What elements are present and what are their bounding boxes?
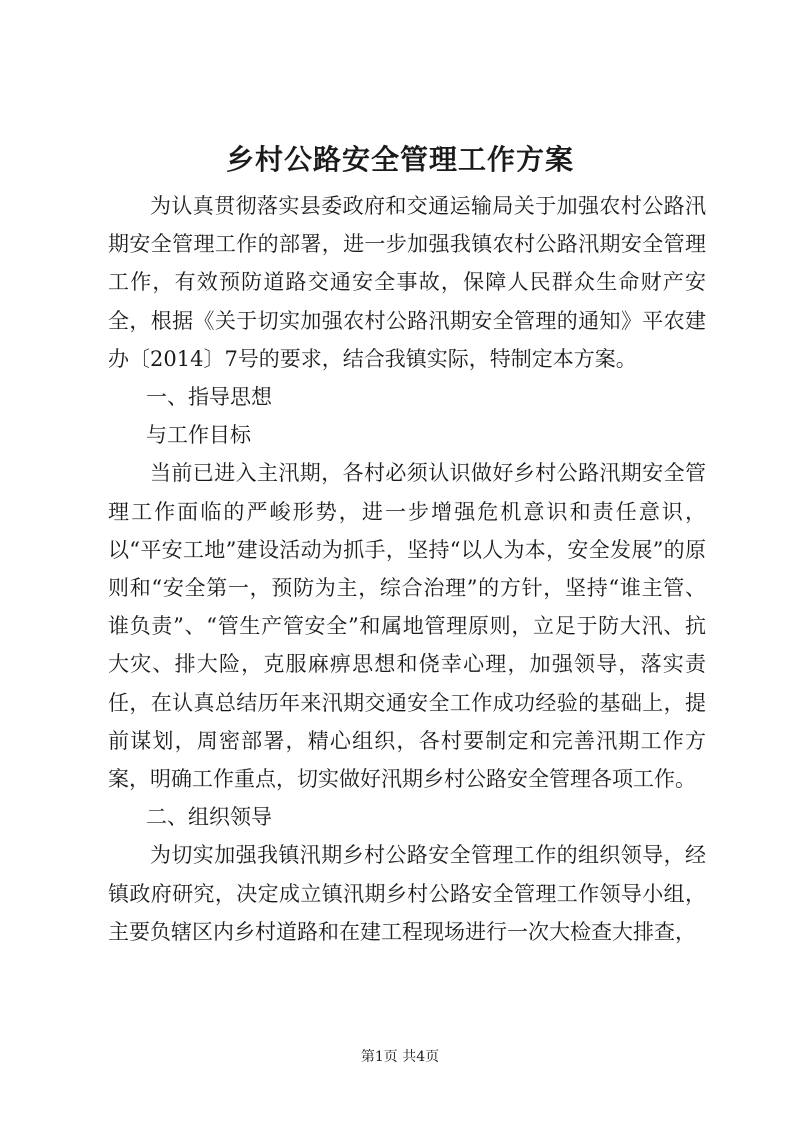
document-body xyxy=(108,187,706,951)
organization-paragraph: 为切实加强我镇汛期乡村公路安全管理工作的组织领导，经镇政府研究，决定成立镇汛期乡村公路安全管理工作领导小组，主要负辖区内乡村道路和在建工程现场进行一次大检查大排查， xyxy=(108,843,706,944)
page-number-label: 第1页 共4页 xyxy=(360,1049,440,1065)
page-footer xyxy=(0,1046,800,1066)
section-heading-work-goals: 与工作目标 xyxy=(146,423,251,448)
section-heading-guiding-ideology: 一、指导思想 xyxy=(146,385,272,410)
section-heading-organization: 二、组织领导 xyxy=(146,805,272,830)
intro-paragraph: 为认真贯彻落实县委政府和交通运输局关于加强农村公路汛期安全管理工作的部署，进一步加强我镇农村公路汛期安全管理工作，有效预防道路交通安全事故，保障人民群众生命财产安全，根据《关于切实加强农村公路汛期安全管理的通知》平农建办〔2014〕7号的要求，结合我镇实际，特制定本方案。 xyxy=(108,194,706,371)
guiding-ideology-paragraph: 当前已进入主汛期，各村必须认识做好乡村公路汛期安全管理工作面临的严峻形势，进一步增强危机意识和责任意识，以“平安工地”建设活动为抓手，坚持“以人为本，安全发展”的原则和“安全第一，预防为主，综合治理”的方针，坚持“谁主管、谁负责”、“管生产管安全”和属地管理原则，立足于防大汛、抗大灾、排大险，克服麻痹思想和侥幸心理，加强领导，落实责任，在认真总结历年来汛期交通安全工作成功经验的基础上，提前谋划，周密部署，精心组织，各村要制定和完善汛期工作方案，明确工作重点，切实做好汛期乡村公路安全管理各项工作。 xyxy=(108,461,706,792)
document-title: 乡村公路安全管理工作方案 xyxy=(225,143,574,176)
